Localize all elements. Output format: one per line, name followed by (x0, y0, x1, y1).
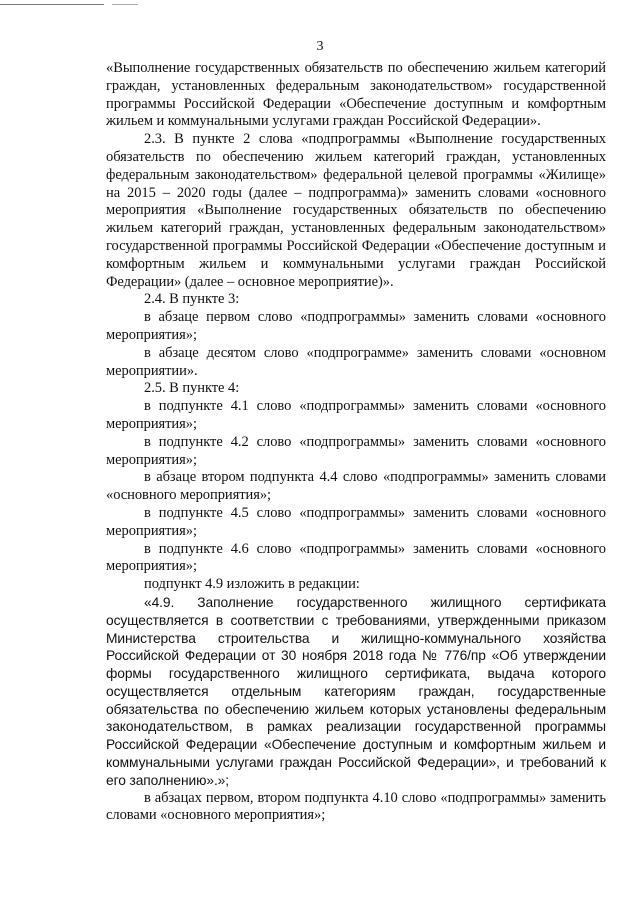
paragraph-2-4-heading: 2.4. В пункте 3: (144, 291, 240, 308)
paragraph-2-5-heading: 2.5. В пункте 4: (144, 380, 240, 397)
paragraph-4-9-quote: «4.9. Заполнение государственного жилищного сертификата осуществляется в соответствии с требованиями, утвержденными приказом Министерства строительства и жилищно-коммунального хозяйства Российской Федерации от 30 ноября 2018 года № 776/пр «Об утверждении формы государственного жилищного сертификата, выдача которого осуществляется отдельным категориям граждан, государственные обязательства по обеспечению жильем которых установлены федеральным законодательством, в рамках реализации государственной программы Российской Федерации «Обеспечение доступным и комфортным жильем и коммунальными услугами граждан Российской Федерации», и требований к его заполнению».»; (106, 594, 606, 788)
paragraph-4-1: в подпункте 4.1 слово «подпрограммы» заменить словами «основного мероприятия»; (106, 398, 606, 432)
page-number: 3 (316, 39, 324, 54)
paragraph-continuation: «Выполнение государственных обязательств по обеспечению жильем категорий граждан, установленных федеральным законодательством» государственной программы Российской Федерации «Обеспечение доступным и комфортным жильем и коммунальными услугами граждан Российской Федерации». (106, 60, 606, 130)
paragraph-4-6: в подпункте 4.6 слово «подпрограммы» заменить словами «основного мероприятия»; (106, 540, 606, 575)
paragraph-4-5: в подпункте 4.5 слово «подпрограммы» заменить словами «основного мероприятия»; (106, 504, 606, 539)
paragraph-4-4: в абзаце втором подпункта 4.4 слово «подпрограммы» заменить словами «основного мероприятия»; (106, 469, 606, 504)
document-body (106, 60, 606, 825)
paragraph-2-4-tenth: в абзаце десятом слово «подпрограмме» заменить словами «основном мероприятии». (106, 344, 606, 379)
header-rule-fragment (112, 4, 138, 5)
paragraph-2-4-first: в абзаце первом слово «подпрограммы» заменить словами «основного мероприятия»; (106, 309, 606, 343)
paragraph-2-3: 2.3. В пункте 2 слова «подпрограммы «Выполнение государственных обязательств по обеспечению жильем категорий граждан, установленных федеральным законодательством» федеральной целевой программы «Жилище» на 2015 – 2020 годы (далее – подпрограмма)» заменить словами «основного мероприятия «Выполнение государственных обязательств по обеспечению жильем категорий граждан, установленных федеральным законодательством» государственной программы Российской Федерации «Обеспечение доступным и комфортным жильем и коммунальными услугами граждан Российской Федерации» (далее – основное мероприятие)». (106, 131, 606, 290)
paragraph-4-10: в абзацах первом, втором подпункта 4.10 слово «подпрограммы» заменить словами «основного мероприятия»; (106, 789, 606, 824)
paragraph-4-9-intro: подпункт 4.9 изложить в редакции: (144, 576, 360, 593)
paragraph-4-2: в подпункте 4.2 слово «подпрограммы» заменить словами «основного мероприятия»; (106, 433, 606, 468)
header-rule (0, 4, 104, 5)
